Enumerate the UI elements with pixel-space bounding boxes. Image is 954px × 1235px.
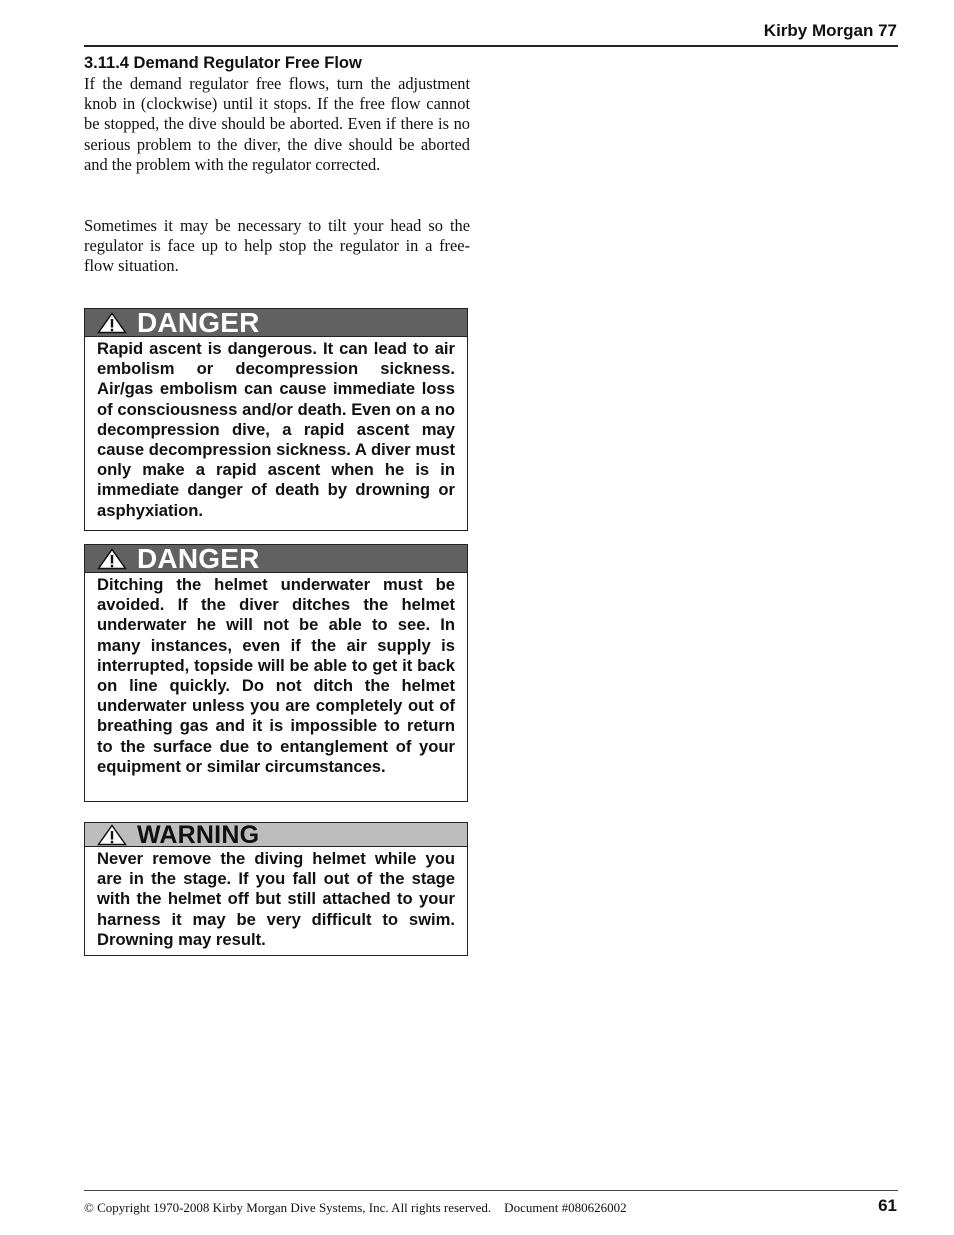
danger-notice-text: Ditching the helmet underwater must be avoided. If the diver ditches the helmet underwater he will not be able to see. In many instances, even if the air supply is interrupted, topside will be able to get it back on line quickly. Do not ditch the helmet underwater unless you are completely out of breathing gas and it is impossible to return to the surface due to entanglement of your equipment or similar circumstances.	[97, 575, 455, 776]
warning-triangle-icon	[97, 312, 127, 334]
warning-notice-text: Never remove the diving helmet while you are in the stage. If you fall out of the stage with the helmet off but still attached to your harness it may be very difficult to swim. Drowning may result.	[97, 849, 455, 949]
warning-triangle-icon	[97, 824, 127, 846]
danger-notice-header	[85, 306, 467, 338]
danger-notice-ditching	[84, 544, 468, 802]
danger-label: DANGER	[137, 542, 260, 574]
page-number: 61	[878, 1196, 897, 1215]
warning-notice-stage	[84, 822, 468, 956]
warning-notice-header	[85, 820, 467, 849]
danger-notice-text: Rapid ascent is dangerous. It can lead to air embolism or decompression sickness. Air/gas embolism can cause immediate loss of consciousness and/or death. Even on a no decompression dive, a rapid ascent may cause decompression sickness. A diver must only make a rapid ascent when he is in immediate danger of death by drowning or asphyxiation.	[97, 339, 455, 520]
body-paragraph-1: If the demand regulator free flows, turn the adjustment knob in (clockwise) until it stops. If the free flow cannot be stopped, the dive should be aborted. Even if there is no serious problem to the diver, the dive should be aborted and the problem with the regulator corrected.	[84, 74, 470, 174]
header-rule	[84, 45, 898, 47]
warning-label: WARNING	[137, 820, 260, 849]
section-heading: 3.11.4 Demand Regulator Free Flow	[84, 54, 362, 72]
running-header-title: Kirby Morgan 77	[763, 21, 897, 40]
danger-notice-ascent	[84, 308, 468, 531]
danger-notice-header	[85, 542, 467, 574]
warning-triangle-icon	[97, 548, 127, 570]
footer-copyright: © Copyright 1970-2008 Kirby Morgan Dive Systems, Inc. All rights reserved. Document #080626002	[84, 1200, 627, 1215]
danger-label: DANGER	[137, 306, 260, 338]
body-paragraph-2: Sometimes it may be necessary to tilt your head so the regulator is face up to help stop the regulator in a free-flow situation.	[84, 216, 470, 276]
footer-rule	[84, 1190, 898, 1191]
